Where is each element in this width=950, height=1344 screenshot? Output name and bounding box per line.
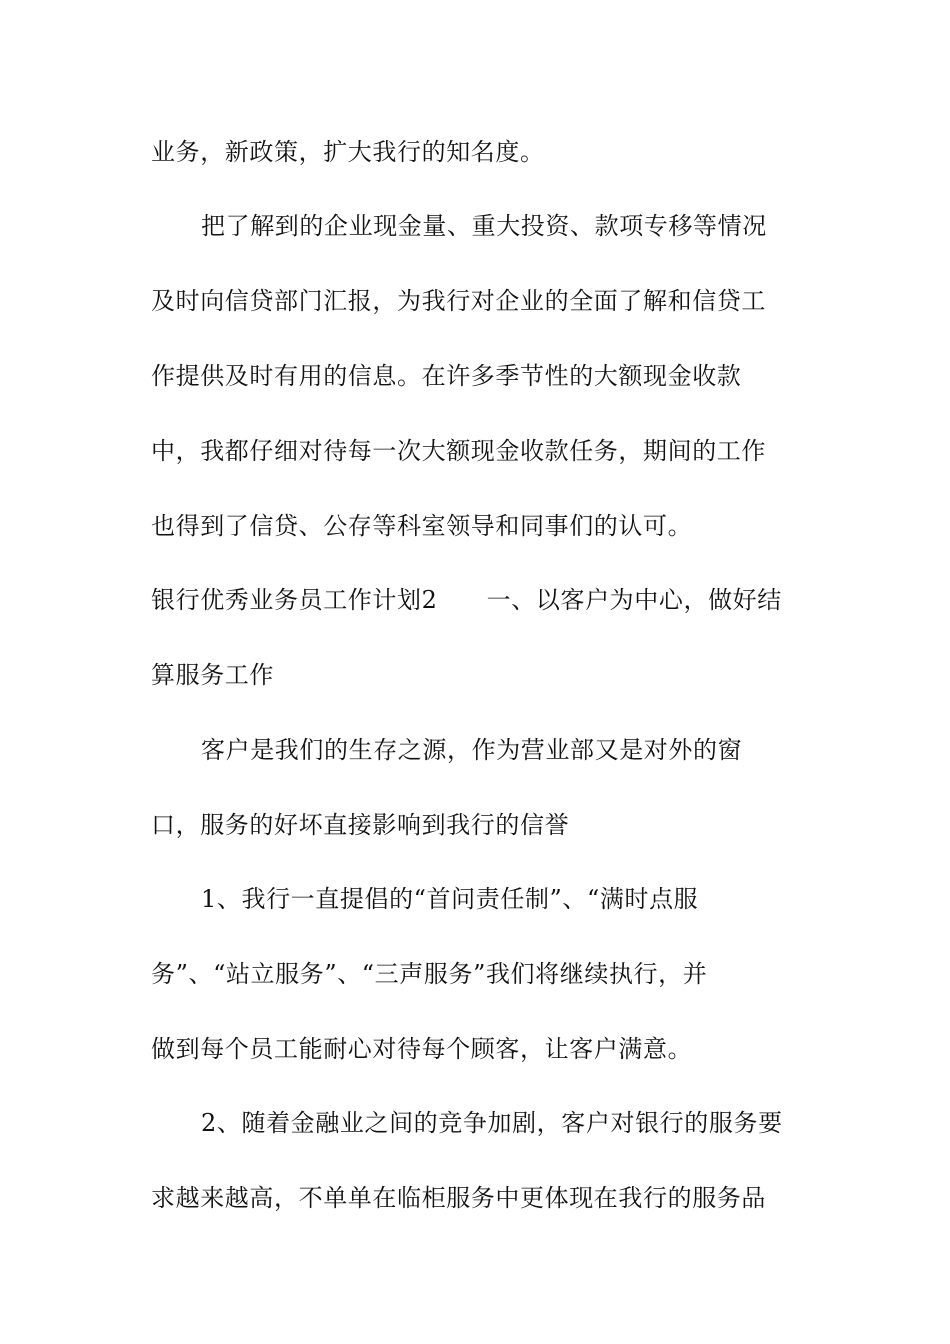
list-item-2-line: 2、随着金融业之间的竞争加剧，客户对银行的服务要 [201,1109,783,1137]
text-line: 中，我都仔细对待每一次大额现金收款任务，期间的工作 [151,437,766,465]
text-line: 作提供及时有用的信息。在许多季节性的大额现金收款 [151,362,742,390]
text-line: 做到每个员工能耐心对待每个顾客，让客户满意。 [151,1035,693,1063]
text-line: 及时向信贷部门汇报，为我行对企业的全面了解和信贷工 [151,287,766,315]
list-item-1-line: 1、我行一直提倡的“首问责任制”、“满时点服 [201,885,699,913]
paragraph-start-line: 把了解到的企业现金量、重大投资、款项专移等情况 [201,212,767,240]
text-line: 也得到了信贷、公存等科室领导和同事们的认可。 [151,512,693,540]
text-line: 业务，新政策，扩大我行的知名度。 [151,138,545,166]
text-line: 口，服务的好坏直接影响到我行的信誉 [151,811,570,839]
section-heading-line: 银行优秀业务员工作计划2 一、以客户为中心，做好结 [151,586,782,614]
text-line: 务”、“站立服务”、“三声服务”我们将继续执行，并 [151,960,708,988]
paragraph-start-line: 客户是我们的生存之源，作为营业部又是对外的窗 [201,736,743,764]
text-line: 算服务工作 [151,661,274,689]
text-line: 求越来越高，不单单在临柜服务中更体现在我行的服务品 [151,1184,766,1212]
